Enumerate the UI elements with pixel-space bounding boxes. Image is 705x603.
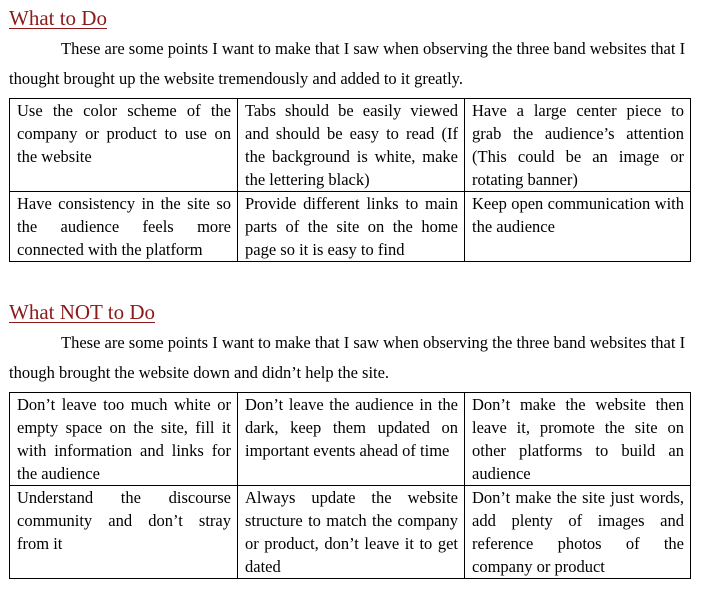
table-cell: Don’t make the site just words, add plenty of images and reference photos of the company or product (465, 486, 691, 579)
table-row (10, 486, 691, 579)
what-to-do-heading: What to Do (9, 6, 107, 30)
table-row (10, 393, 691, 486)
table-cell: Don’t leave the audience in the dark, keep them updated on important events ahead of time (238, 393, 465, 486)
table-cell: Use the color scheme of the company or product to use on the website (10, 99, 238, 192)
table-cell: Keep open communication with the audience (465, 192, 691, 262)
table-cell: Don’t make the website then leave it, promote the site on other platforms to build an audience (465, 393, 691, 486)
table-cell: Don’t leave too much white or empty space on the site, fill it with information and links for the audience (10, 393, 238, 486)
table-cell: Have a large center piece to grab the audience’s attention (This could be an image or rotating banner) (465, 99, 691, 192)
table-cell: Have consistency in the site so the audience feels more connected with the platform (10, 192, 238, 262)
what-not-to-do-intro: These are some points I want to make that I saw when observing the three band websites that I though brought the website down and didn’t help the site. (9, 333, 686, 382)
table-row (10, 99, 691, 192)
what-to-do-intro: These are some points I want to make that I saw when observing the three band websites that I thought brought up the website tremendously and added to it greatly. (9, 39, 686, 88)
table-cell: Always update the website structure to match the company or product, don’t leave it to get dated (238, 486, 465, 579)
what-not-to-do-section (9, 298, 689, 579)
table-cell: Tabs should be easily viewed and should be easy to read (If the background is white, make the lettering black) (238, 99, 465, 192)
what-not-to-do-heading: What NOT to Do (9, 300, 156, 324)
table-cell: Provide different links to main parts of the site on the home page so it is easy to find (238, 192, 465, 262)
table-cell: Understand the discourse community and don’t stray from it (10, 486, 238, 579)
what-to-do-table (9, 98, 691, 262)
what-not-to-do-table (9, 392, 691, 579)
what-to-do-section (9, 4, 689, 262)
table-row (10, 192, 691, 262)
